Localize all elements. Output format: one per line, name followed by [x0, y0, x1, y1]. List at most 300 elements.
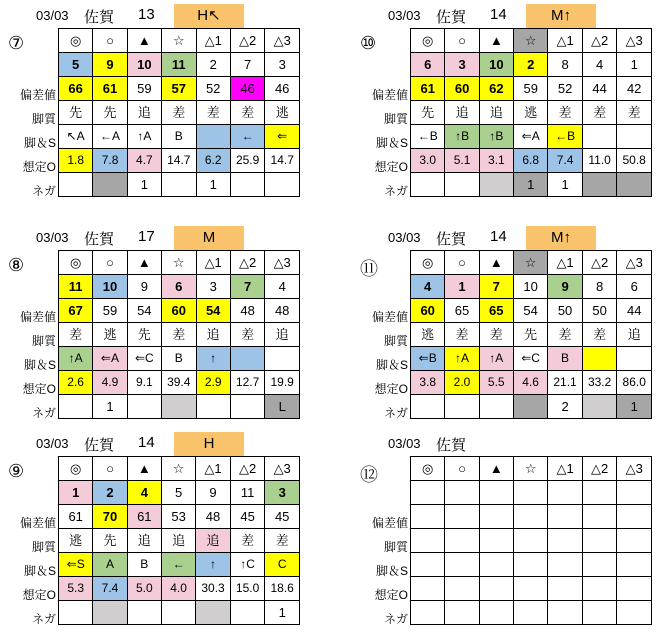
table-cell: [582, 577, 617, 601]
race-number: ⑪: [360, 259, 378, 279]
mark-header-cell: ◎: [59, 457, 93, 481]
race-panel-p9: [0, 432, 300, 638]
table-cell: ⇐B: [411, 347, 445, 371]
table-cell: [59, 395, 93, 419]
table-cell: 4: [411, 275, 445, 299]
table-cell: ⇐S: [59, 553, 93, 577]
table-cell: 9: [93, 53, 127, 77]
table-cell: [93, 173, 127, 197]
table-cell: 8: [548, 53, 582, 77]
table-cell: ←B: [548, 125, 582, 149]
row-label: ネガ: [31, 612, 56, 626]
table-cell: [617, 481, 652, 505]
header-place: 佐賀: [436, 231, 467, 248]
table-cell: [161, 395, 196, 419]
table-cell: [411, 577, 445, 601]
table-cell: 2: [196, 53, 230, 77]
table-cell: 差: [445, 323, 479, 347]
table-cell: 5: [161, 481, 195, 505]
row-label: ネガ: [383, 406, 408, 420]
table-cell: [411, 173, 445, 197]
mark-header-cell: △1: [548, 251, 583, 275]
table-cell: 差: [161, 323, 196, 347]
panel-header: [0, 226, 300, 250]
row-label: 偏差値: [371, 516, 408, 530]
table-cell: 7: [230, 275, 265, 299]
table-cell: 5.0: [127, 577, 161, 601]
table-cell: [479, 505, 513, 529]
legs-speed-row: [59, 347, 300, 371]
race-number: ⑧: [8, 255, 25, 275]
negative-row: [59, 173, 300, 197]
table-cell: 4.6: [513, 371, 547, 395]
running-style-row: [59, 323, 300, 347]
table-cell: 2.6: [59, 371, 93, 395]
table-cell: [617, 553, 652, 577]
table-cell: 先: [93, 101, 127, 125]
table-cell: ↑C: [230, 553, 265, 577]
table-cell: 差: [230, 323, 265, 347]
table-cell: 追: [127, 529, 161, 553]
table-cell: [196, 601, 231, 625]
table-cell: 33.2: [582, 371, 617, 395]
mark-header-cell: △2: [230, 457, 265, 481]
negative-row: [411, 173, 652, 197]
table-cell: 6: [161, 275, 196, 299]
table-cell: 先: [127, 323, 161, 347]
table-cell: [411, 395, 445, 419]
table-cell: 追: [445, 101, 479, 125]
table-cell: 54: [196, 299, 230, 323]
table-cell: [59, 601, 93, 625]
table-cell: 3.1: [479, 149, 513, 173]
table-cell: [265, 347, 300, 371]
mark-header-cell: ○: [93, 251, 127, 275]
table-cell: [479, 601, 513, 625]
table-cell: 66: [59, 77, 93, 101]
table-cell: ⇐: [265, 125, 300, 149]
row-label: ネガ: [31, 406, 56, 420]
table-cell: 4: [127, 481, 161, 505]
row-label: 想定O: [22, 160, 56, 174]
mark-header-cell: ▲: [127, 29, 161, 53]
table-cell: 61: [59, 505, 93, 529]
table-cell: [617, 173, 652, 197]
table-cell: ←A: [93, 125, 127, 149]
table-cell: [514, 529, 548, 553]
table-cell: 70: [93, 505, 127, 529]
table-cell: [514, 553, 548, 577]
table-cell: [445, 505, 479, 529]
table-cell: [582, 553, 617, 577]
table-cell: 50: [582, 299, 617, 323]
table-cell: 44: [617, 299, 652, 323]
race-number: ⑦: [8, 33, 25, 53]
table-cell: 42: [617, 77, 652, 101]
legs-speed-row: [59, 125, 300, 149]
mark-header-cell: ☆: [161, 251, 196, 275]
prediction-table: [58, 456, 300, 625]
table-cell: C: [265, 553, 300, 577]
mark-header-cell: △1: [196, 251, 230, 275]
race-panel-p10: [352, 4, 652, 210]
row-label: 脚＆S: [375, 358, 408, 372]
mark-header-cell: ▲: [479, 251, 513, 275]
table-cell: 21.1: [548, 371, 583, 395]
legs-speed-row: [59, 553, 300, 577]
table-cell: 8: [582, 275, 617, 299]
table-cell: 50.8: [617, 149, 652, 173]
table-cell: 7.4: [93, 577, 127, 601]
table-cell: 差: [582, 101, 617, 125]
table-cell: 3: [445, 53, 479, 77]
table-cell: [514, 505, 548, 529]
table-cell: 3.8: [411, 371, 445, 395]
table-cell: [514, 481, 548, 505]
table-cell: [582, 395, 617, 419]
row-label: 脚質: [383, 540, 408, 554]
table-cell: [445, 395, 479, 419]
table-cell: 1: [617, 53, 652, 77]
mark-header-cell: △3: [617, 457, 652, 481]
row-label: 想定O: [22, 382, 56, 396]
row-label: 脚＆S: [23, 358, 56, 372]
table-cell: 65: [445, 299, 479, 323]
header-date: 03/03: [388, 436, 421, 451]
header-pace: H: [174, 432, 244, 456]
table-cell: 1: [127, 173, 161, 197]
running-style-row: [411, 101, 652, 125]
table-cell: [617, 529, 652, 553]
header-pace: M: [174, 226, 244, 250]
mark-header-cell: △2: [582, 29, 617, 53]
row-label: ネガ: [31, 184, 56, 198]
table-cell: B: [161, 347, 196, 371]
row-label: 偏差値: [19, 310, 56, 324]
panel-header: [0, 432, 300, 456]
header-pace: H↖: [174, 4, 244, 28]
table-cell: 60: [445, 77, 479, 101]
row-label: 偏差値: [371, 88, 408, 102]
header-pace: M↑: [526, 4, 596, 28]
row-label: 脚＆S: [23, 564, 56, 578]
table-cell: 11.0: [582, 149, 617, 173]
table-cell: 50: [548, 299, 583, 323]
negative-row: [411, 395, 652, 419]
table-cell: ↑A: [445, 347, 479, 371]
table-cell: [411, 481, 445, 505]
prediction-table: [58, 250, 300, 419]
table-cell: 逃: [514, 101, 548, 125]
table-cell: [127, 395, 161, 419]
table-cell: ↑A: [479, 347, 513, 371]
row-label: 脚質: [31, 112, 56, 126]
table-cell: [411, 505, 445, 529]
table-cell: [445, 481, 479, 505]
table-cell: [445, 601, 479, 625]
running-style-row: [411, 529, 652, 553]
mark-header-row: [59, 251, 300, 275]
table-cell: 7: [479, 275, 513, 299]
mark-header-cell: ○: [93, 29, 127, 53]
table-cell: [162, 173, 197, 197]
table-cell: 6.2: [196, 149, 230, 173]
table-cell: 差: [59, 323, 93, 347]
table-cell: 57: [162, 77, 197, 101]
row-label: 脚質: [383, 112, 408, 126]
row-label: 偏差値: [19, 88, 56, 102]
table-cell: 48: [230, 299, 265, 323]
table-cell: A: [93, 553, 127, 577]
table-cell: 67: [59, 299, 93, 323]
table-cell: [479, 553, 513, 577]
table-cell: 差: [617, 101, 652, 125]
table-cell: 追: [161, 529, 195, 553]
mark-header-cell: △1: [196, 457, 231, 481]
expected-odds-row: [411, 371, 652, 395]
table-cell: 4: [582, 53, 617, 77]
table-cell: 65: [479, 299, 513, 323]
table-cell: [445, 173, 479, 197]
table-cell: 48: [265, 299, 300, 323]
table-cell: 11: [59, 275, 93, 299]
header-pace: M↑: [526, 226, 596, 250]
table-cell: 4.7: [127, 149, 161, 173]
table-cell: [582, 125, 617, 149]
table-cell: 1: [617, 395, 652, 419]
table-cell: 4.9: [93, 371, 127, 395]
table-cell: 追: [196, 529, 231, 553]
prediction-table: [58, 28, 300, 197]
table-cell: [445, 553, 479, 577]
table-cell: 1: [196, 173, 230, 197]
mark-header-cell: ▲: [127, 457, 161, 481]
table-cell: 差: [230, 101, 265, 125]
row-label: 脚＆S: [375, 564, 408, 578]
table-cell: 3: [265, 53, 300, 77]
table-cell: [479, 173, 513, 197]
table-cell: 逃: [59, 529, 93, 553]
table-cell: [617, 505, 652, 529]
table-cell: B: [162, 125, 197, 149]
negative-row: [59, 601, 300, 625]
table-cell: 先: [59, 101, 93, 125]
table-cell: ⇐C: [513, 347, 547, 371]
table-cell: [514, 577, 548, 601]
table-cell: 差: [196, 101, 230, 125]
table-cell: [479, 395, 513, 419]
header-place: 佐賀: [84, 437, 115, 454]
table-cell: 2.9: [196, 371, 230, 395]
table-cell: 25.9: [230, 149, 265, 173]
row-label: ネガ: [383, 184, 408, 198]
table-cell: [548, 529, 583, 553]
table-cell: [411, 553, 445, 577]
table-cell: 10: [513, 275, 547, 299]
table-cell: 逃: [265, 101, 300, 125]
table-cell: [548, 553, 583, 577]
table-cell: 10: [479, 53, 513, 77]
table-cell: 1.8: [59, 149, 93, 173]
table-cell: 3: [196, 275, 230, 299]
deviation-row: [59, 299, 300, 323]
table-cell: ⇐A: [514, 125, 548, 149]
table-cell: ↖A: [59, 125, 93, 149]
mark-header-cell: ◎: [59, 29, 93, 53]
table-cell: 5.5: [479, 371, 513, 395]
table-cell: [548, 481, 583, 505]
mark-header-cell: ○: [445, 251, 479, 275]
table-cell: [582, 505, 617, 529]
table-cell: [617, 347, 652, 371]
mark-header-cell: ☆: [514, 457, 548, 481]
race-panel-p7: [0, 4, 300, 210]
prediction-table: [410, 250, 652, 419]
table-cell: 86.0: [617, 371, 652, 395]
mark-header-cell: ▲: [127, 251, 161, 275]
table-cell: 差: [162, 101, 197, 125]
table-cell: 先: [513, 323, 547, 347]
table-cell: 逃: [93, 323, 127, 347]
row-label: 脚質: [383, 334, 408, 348]
table-cell: [582, 601, 617, 625]
table-cell: [479, 481, 513, 505]
table-cell: 4.0: [161, 577, 195, 601]
table-cell: 15.0: [230, 577, 265, 601]
table-cell: 1: [93, 395, 127, 419]
table-cell: 10: [127, 53, 161, 77]
deviation-row: [59, 505, 300, 529]
header-num: 17: [138, 228, 155, 245]
table-cell: [265, 173, 300, 197]
table-cell: [617, 601, 652, 625]
table-cell: ↑A: [59, 347, 93, 371]
table-cell: [230, 347, 265, 371]
table-cell: 6.8: [514, 149, 548, 173]
negative-row: [411, 601, 652, 625]
table-cell: 追: [265, 323, 300, 347]
mark-header-cell: △3: [617, 251, 652, 275]
mark-header-cell: ☆: [513, 251, 547, 275]
table-cell: 1: [265, 601, 300, 625]
table-cell: 差: [265, 529, 300, 553]
table-cell: 61: [411, 77, 445, 101]
mark-header-cell: ◎: [59, 251, 93, 275]
table-cell: 1: [445, 275, 479, 299]
race-number: ⑫: [360, 465, 378, 485]
mark-header-cell: △2: [582, 251, 617, 275]
table-cell: [59, 173, 93, 197]
race-panel-p11: [352, 226, 652, 432]
table-cell: [230, 601, 265, 625]
header-place: 佐賀: [84, 9, 115, 26]
expected-odds-row: [59, 371, 300, 395]
table-cell: [411, 529, 445, 553]
mark-header-row: [411, 457, 652, 481]
table-cell: 18.6: [265, 577, 300, 601]
table-cell: 2: [93, 481, 127, 505]
mark-header-cell: ○: [445, 457, 479, 481]
header-num: 13: [138, 6, 155, 23]
expected-odds-row: [411, 577, 652, 601]
table-cell: 52: [548, 77, 582, 101]
table-cell: 11: [162, 53, 197, 77]
table-cell: [411, 601, 445, 625]
table-cell: 9: [127, 275, 161, 299]
panel-header: [0, 4, 300, 28]
race-number: ⑩: [360, 33, 377, 53]
race-panel-p12: [352, 432, 652, 638]
table-cell: [93, 601, 127, 625]
table-cell: 54: [127, 299, 161, 323]
header-date: 03/03: [36, 436, 69, 451]
mark-header-cell: △3: [617, 29, 652, 53]
table-cell: 3.0: [411, 149, 445, 173]
mark-header-cell: ▲: [479, 29, 513, 53]
deviation-row: [59, 77, 300, 101]
table-cell: 追: [479, 101, 513, 125]
table-cell: [582, 347, 617, 371]
deviation-row: [411, 299, 652, 323]
table-cell: [445, 577, 479, 601]
table-cell: 59: [514, 77, 548, 101]
table-cell: 52: [196, 77, 230, 101]
panel-header: [352, 226, 652, 250]
table-cell: 9: [548, 275, 583, 299]
mark-header-cell: △1: [548, 29, 582, 53]
row-label: 偏差値: [371, 310, 408, 324]
mark-header-cell: ☆: [162, 29, 197, 53]
mark-header-cell: ◎: [411, 457, 445, 481]
legs-speed-row: [411, 347, 652, 371]
table-cell: 12.7: [230, 371, 265, 395]
table-cell: 1: [514, 173, 548, 197]
table-cell: 差: [548, 323, 583, 347]
table-cell: 9.1: [127, 371, 161, 395]
table-cell: 追: [196, 323, 230, 347]
table-cell: 1: [59, 481, 93, 505]
table-cell: 追: [127, 101, 161, 125]
table-cell: 59: [127, 77, 161, 101]
table-cell: B: [127, 553, 161, 577]
negative-row: [59, 395, 300, 419]
horse-number-row: [59, 53, 300, 77]
table-cell: 差: [548, 101, 582, 125]
table-cell: ↑B: [445, 125, 479, 149]
mark-header-cell: △2: [582, 457, 617, 481]
table-cell: [479, 529, 513, 553]
mark-header-cell: △1: [196, 29, 230, 53]
table-cell: 1: [548, 173, 582, 197]
panel-header: [352, 4, 652, 28]
table-cell: 60: [161, 299, 196, 323]
table-cell: 14.7: [265, 149, 300, 173]
row-label: 脚質: [31, 334, 56, 348]
table-cell: 53: [161, 505, 195, 529]
table-cell: 追: [617, 323, 652, 347]
table-cell: [582, 529, 617, 553]
table-cell: 2: [514, 53, 548, 77]
table-cell: 5.3: [59, 577, 93, 601]
race-number: ⑨: [8, 461, 25, 481]
table-cell: 逃: [411, 323, 445, 347]
table-cell: ←: [230, 125, 265, 149]
table-cell: [161, 601, 195, 625]
row-label: 想定O: [374, 588, 408, 602]
table-cell: 5.1: [445, 149, 479, 173]
header-date: 03/03: [36, 8, 69, 23]
row-label: ネガ: [383, 612, 408, 626]
